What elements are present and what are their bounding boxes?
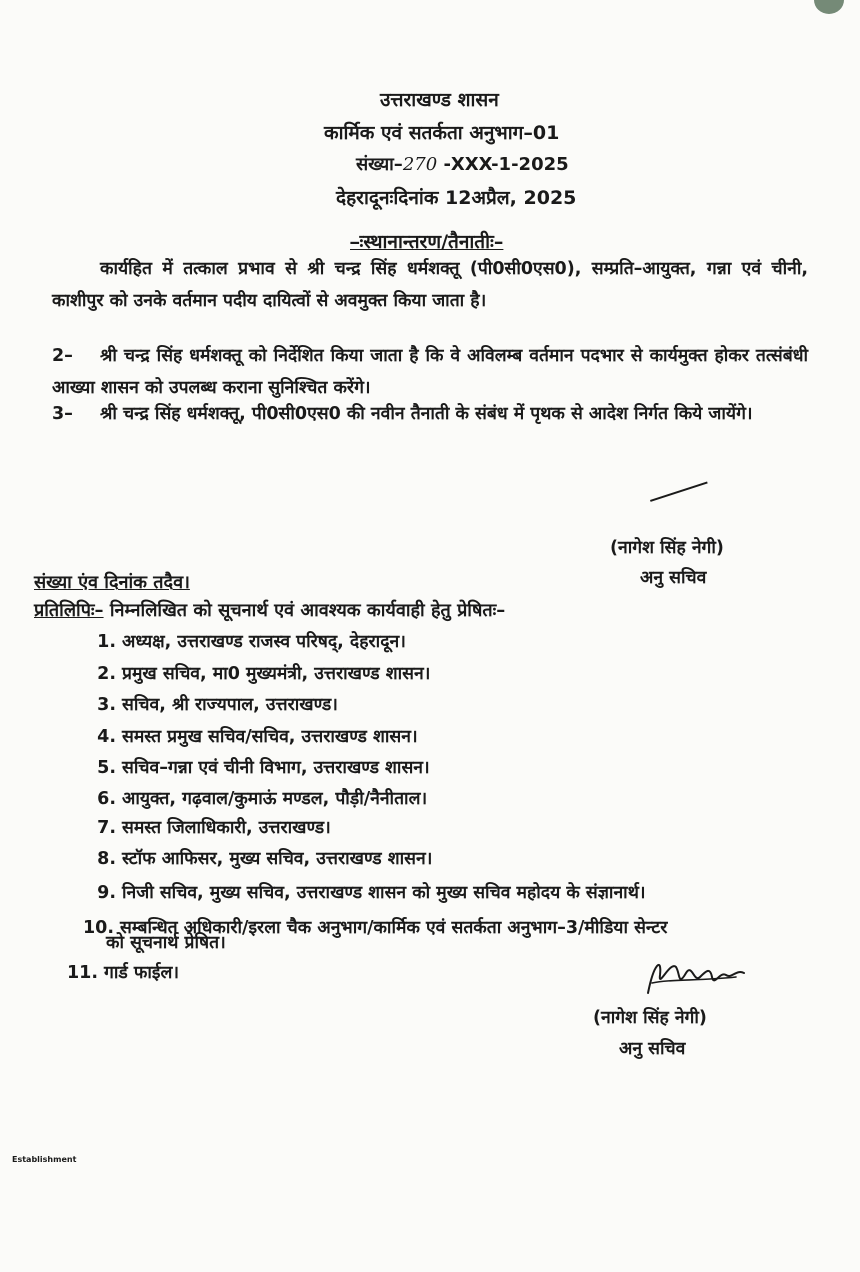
list-item: 1. अध्यक्ष, उत्तराखण्ड राजस्व परिषद्, देहरादून। [97,632,406,652]
list-item: 2. प्रमुख सचिव, मा0 मुख्यमंत्री, उत्तराखण्ड शासन। [97,664,431,684]
list-item: 5. सचिव–गन्ना एवं चीनी विभाग, उत्तराखण्ड शासन। [97,758,430,778]
list-item-continuation: को सूचनार्थ प्रेषित। [106,933,226,953]
paragraph-2-text: श्री चन्द्र सिंह धर्मशक्तू को निर्देशित किया जाता है कि वे अविलम्ब वर्तमान पदभार से कार्यमुक्त होकर तत्संबंधी आख्या शासन को उपलब्ध कराना सुनिश्चित करेंगे। [52,346,808,398]
list-item: 3. सचिव, श्री राज्यपाल, उत्तराखण्ड। [97,695,338,715]
list-item: 6. आयुक्त, गढ़वाल/कुमाऊं मण्डल, पौड़ी/नैनीताल। [97,789,428,809]
order-number-handwritten: 270 [402,154,438,175]
list-item: 9. निजी सचिव, मुख्य सचिव, उत्तराखण्ड शासन को मुख्य सचिव महोदय के संज्ञानार्थ। [97,883,646,903]
corner-mark [814,0,844,14]
handwritten-signature [640,953,750,999]
copy-to-label: प्रतिलिपिः– [34,600,104,621]
copy-to-text: निम्नलिखित को सूचनार्थ एवं आवश्यक कार्यवाही हेतु प्रेषितः– [103,600,506,621]
paragraph-3 [52,398,808,430]
list-item: 4. समस्त प्रमुख सचिव/सचिव, उत्तराखण्ड शासन। [97,727,418,747]
govt-name: उत्तराखण्ड शासन [380,89,499,111]
paragraph-3-text: श्री चन्द्र सिंह धर्मशक्तू, पी0सी0एस0 की नवीन तैनाती के संबंध में पृथक से आदेश निर्गत किये जायेंगे। [100,404,753,424]
signatory-name-2: (नागेश सिंह नेगी) [593,1008,707,1028]
signature-stroke [650,481,713,519]
list-item: 10. सम्बन्धित अधिकारी/इरला चैक अनुभाग/कार्मिक एवं सतर्कता अनुभाग–3/मीडिया सेन्टर [82,918,668,938]
order-date: देहरादूनःदिनांक 12अप्रैल, 2025 [336,187,577,209]
order-number-prefix: संख्या– [356,154,403,175]
order-number [356,152,569,176]
list-item: 8. स्टॉफ आफिसर, मुख्य सचिव, उत्तराखण्ड शासन। [97,849,433,869]
signatory-name: (नागेश सिंह नेगी) [610,538,724,558]
footer-note: Establishment [12,1155,77,1164]
reference-line: संख्या एंव दिनांक तदैव। [34,572,190,593]
paragraph-1-text: कार्यहित में तत्काल प्रभाव से श्री चन्द्र सिंह धर्मशक्तू (पी0सी0एस0), सम्प्रति–आयुक्त, गन्ना एवं चीनी, काशीपुर को उनके वर्तमान पदीय दायित्वों से अवमुक्त किया जाता है। [52,259,808,311]
paragraph-2-number: 2– [52,346,73,366]
list-item: 11. गार्ड फाईल। [66,963,179,983]
order-number-suffix: -XXX-1-2025 [437,154,569,175]
paragraph-1 [52,253,808,317]
copy-to-line [34,598,505,622]
department-name: कार्मिक एवं सतर्कता अनुभाग–01 [324,122,560,144]
paragraph-3-number: 3– [52,404,73,424]
list-item: 7. समस्त जिलाधिकारी, उत्तराखण्ड। [97,818,331,838]
paragraph-2 [52,340,808,404]
signatory-title: अनु सचिव [640,568,707,588]
signatory-title-2: अनु सचिव [619,1039,686,1059]
subject-heading: –ःस्थानान्तरण/तैनातीः– [350,231,504,253]
